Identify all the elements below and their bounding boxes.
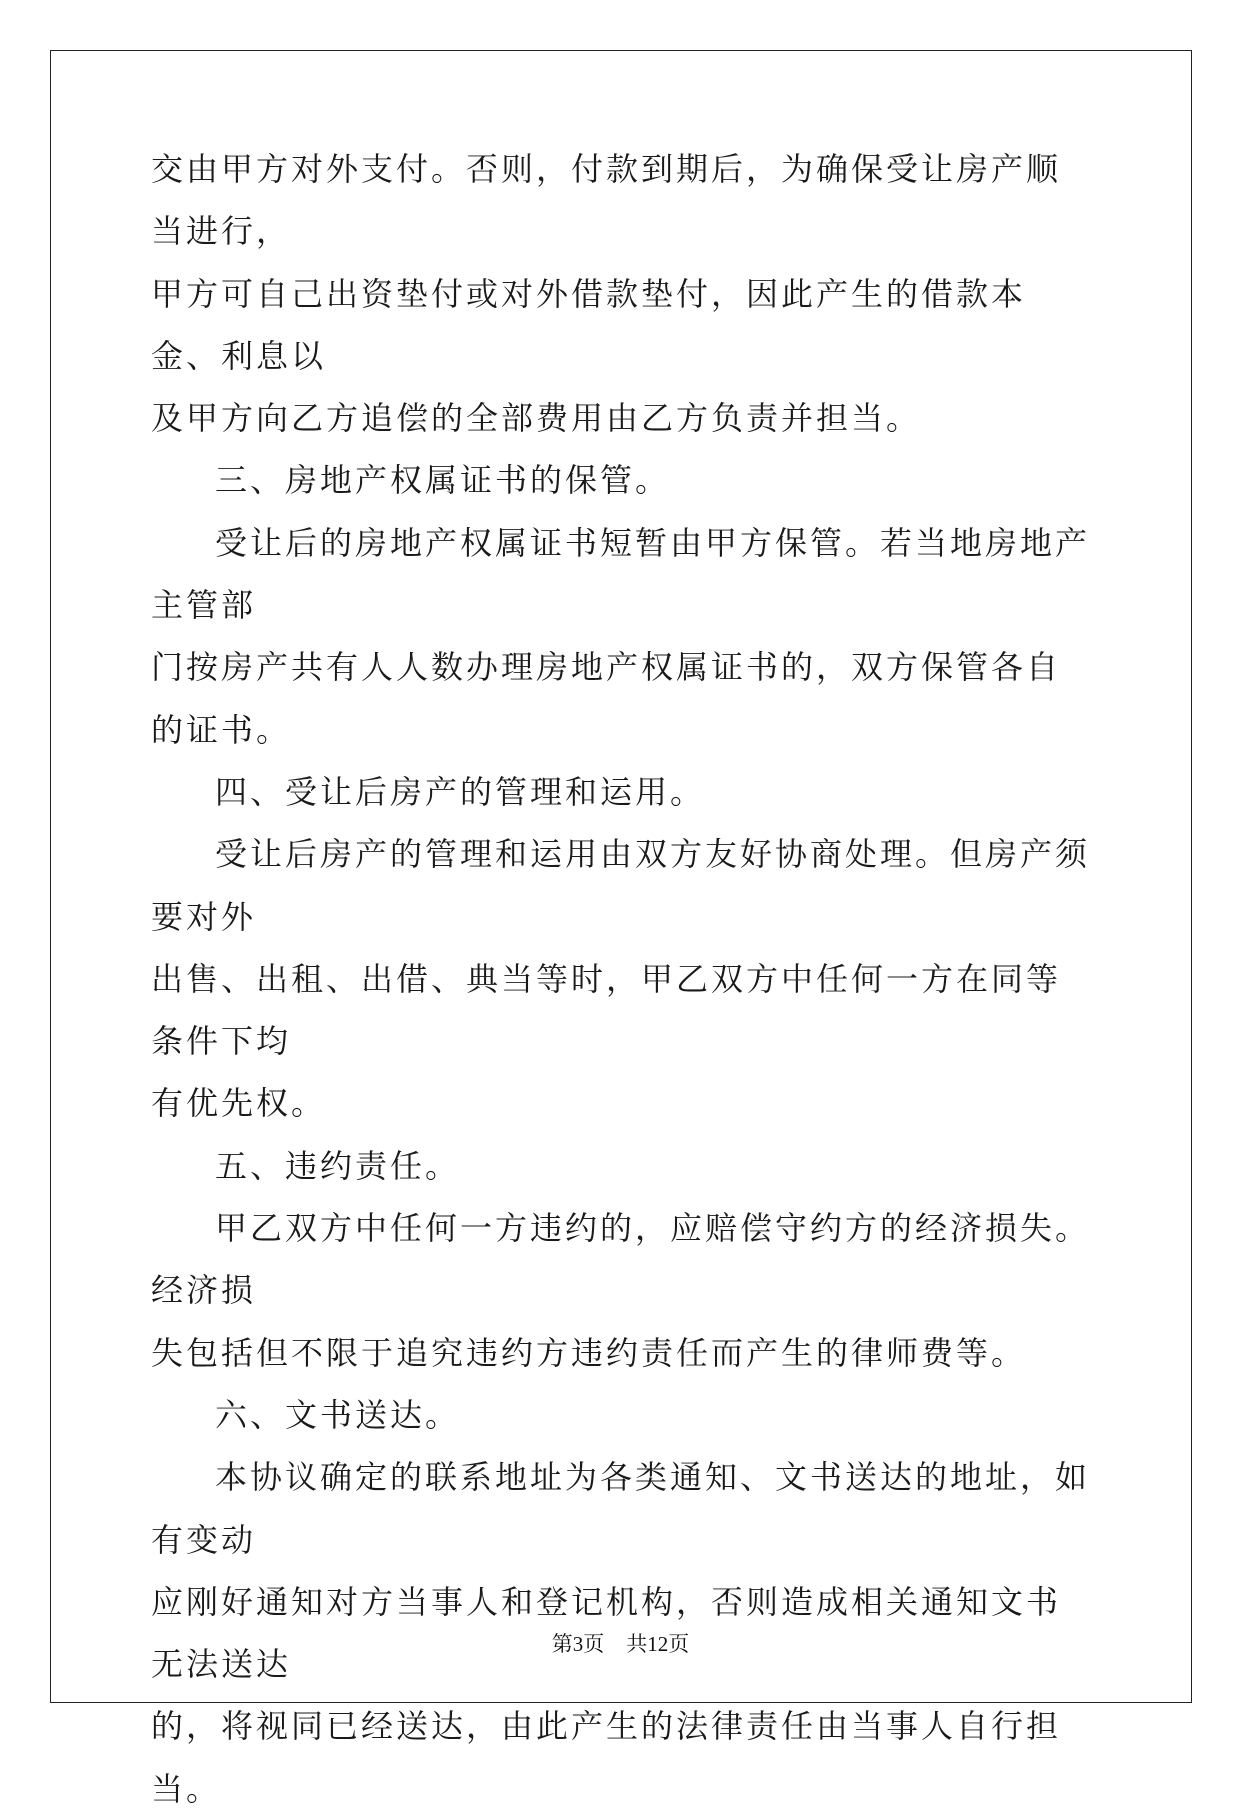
page-footer — [0, 1628, 1241, 1658]
section-heading-4: 四、受让后房产的管理和运用。 — [215, 772, 706, 811]
text-line: 受让后房产的管理和运用由双方友好协商处理。但房产须要对外 — [151, 835, 1091, 936]
section-heading-6: 六、文书送达。 — [215, 1395, 461, 1434]
text-line: 应刚好通知对方当事人和登记机构，否则造成相关通知文书无法送达 — [151, 1582, 1062, 1684]
section-heading-3: 三、房地产权属证书的保管。 — [215, 461, 671, 500]
text-line: 交由甲方对外支付。否则，付款到期后，为确保受让房产顺当进行， — [151, 150, 1062, 251]
document-body — [151, 138, 1091, 1820]
text-line: 及甲方向乙方追偿的全部费用由乙方负责并担当。 — [151, 399, 922, 438]
text-line: 本协议确定的联系地址为各类通知、文书送达的地址，如有变动 — [151, 1458, 1091, 1559]
text-line: 的，将视同已经送达，由此产生的法律责任由当事人自行担当。 — [151, 1707, 1062, 1808]
page-number-current: 第3页 — [551, 1632, 605, 1656]
text-line: 门按房产共有人人数办理房地产权属证书的，双方保管各自的证书。 — [151, 648, 1062, 749]
text-line: 甲乙双方中任何一方违约的，应赔偿守约方的经济损失。经济损 — [151, 1209, 1091, 1310]
text-line: 出售、出租、出借、典当等时，甲乙双方中任何一方在同等条件下均 — [151, 959, 1062, 1061]
text-line: 失包括但不限于追究违约方违约责任而产生的律师费等。 — [151, 1333, 1027, 1372]
page-number-total: 共12页 — [626, 1632, 690, 1656]
section-heading-5: 五、违约责任。 — [215, 1146, 461, 1185]
text-line: 有优先权。 — [151, 1084, 327, 1123]
text-line: 甲方可自己出资垫付或对外借款垫付，因此产生的借款本金、利息以 — [151, 274, 1027, 375]
text-line: 受让后的房地产权属证书短暂由甲方保管。若当地房地产主管部 — [151, 523, 1091, 625]
